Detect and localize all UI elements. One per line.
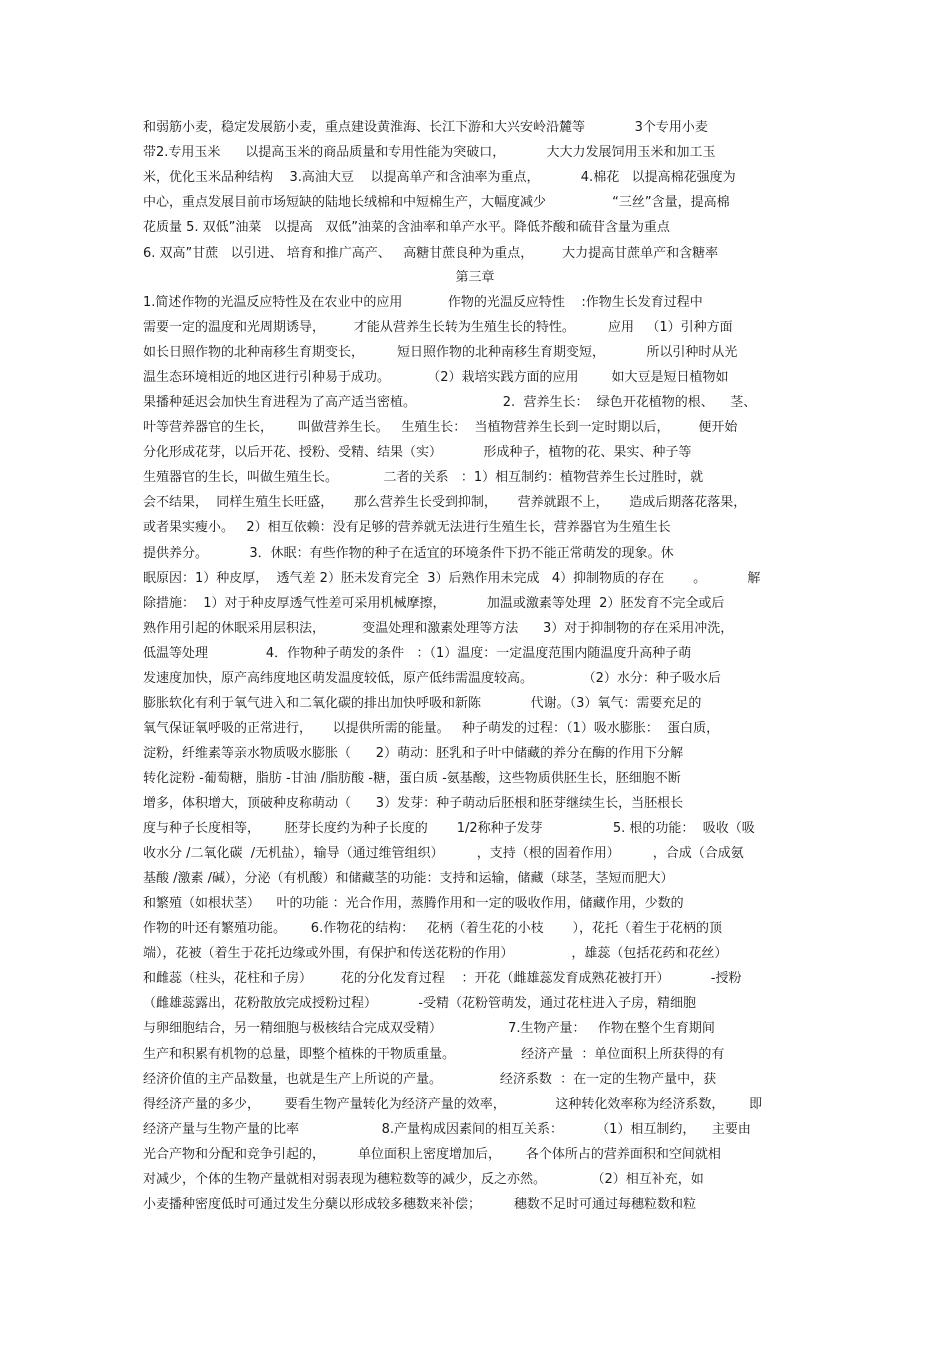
text-line: 如长日照作物的北种南移生育期变长， 短日照作物的北种南移生育期变短， 所以引种时从光: [143, 345, 738, 360]
text-line: 淀粉，纤维素等亲水物质吸水膨胀（ 2）萌动：胚乳和子叶中储藏的养分在酶的作用下分解: [143, 746, 684, 761]
text-line: 除措施： 1）对于种皮厚透气性差可采用机械摩擦， 加温或激素等处理 2）胚发育不完全或后: [143, 596, 725, 611]
text-line: 会不结果， 同样生殖生长旺盛， 那么营养生长受到抑制， 营养就跟不上， 造成后期落花落果，: [143, 495, 747, 510]
text-line: 温生态环境相近的地区进行引种易于成功。 （2）栽培实践方面的应用 如大豆是短日植物如: [143, 370, 729, 385]
text-line: 熟作用引起的休眠采用层积法， 变温处理和激素处理等方法 3）对于抑制物的存在采用冲洗，: [143, 621, 734, 636]
text-line: 米，优化玉米品种结构 3.高油大豆 以提高单产和含油率为重点， 4.棉花 以提高棉花强度为: [143, 170, 736, 185]
text-line: 生产和积累有机物的总量，即整个植株的干物质重量。 经济产量 ：单位面积上所获得的有: [143, 1047, 725, 1062]
text-line: 基酸 /激素 /碱），分泌（有机酸）和储藏茎的功能：支持和运输，储藏（球茎，茎短而肥大）: [143, 871, 674, 886]
text-line: 叶等营养器官的生长， 叫做营养生长。 生殖生长： 当植物营养生长到一定时期以后， 便开始: [143, 420, 738, 435]
text-line: 需要一定的温度和光周期诱导， 才能从营养生长转为生殖生长的特性。 应用 （1）引种方面: [143, 320, 733, 335]
text-line: 与卵细胞结合，另一精细胞与极核结合完成双受精） 7.生物产量： 作物在整个生育期间: [143, 1021, 715, 1036]
text-line: 带2.专用玉米 以提高玉米的商品质量和专用性能为突破口， 大大力发展饲用玉米和加工玉: [143, 145, 716, 160]
text-line: 提供养分。 3．休眠：有些作物的种子在适宜的环境条件下扔不能正常萌发的现象。休: [143, 546, 674, 561]
text-line: 小麦播种密度低时可通过发生分蘖以形成较多穗数来补偿； 穗数不足时可通过每穗粒数和粒: [143, 1197, 697, 1212]
text-line: 分化形成花芽，以后开花、授粉、受精、结果（实） 形成种子，植物的花、果实、种子等: [143, 445, 692, 460]
text-line: 对减少，个体的生物产量就相对弱表现为穗粒数等的减少，反之亦然。 （2）相互补充，如: [143, 1172, 704, 1187]
text-line: 和繁殖（如根状茎） 叶的功能 ：光合作用，蒸腾作用和一定的吸收作用，储藏作用，少数的: [143, 896, 684, 911]
text-line: 和弱筋小麦，稳定发展筋小麦，重点建设黄淮海、长江下游和大兴安岭沿麓等 3个专用小麦: [143, 120, 708, 135]
text-line: 经济产量与生物产量的比率 8.产量构成因素间的相互关系： （1）相互制约， 主要由: [143, 1122, 751, 1137]
text-line: 低温等处理 4．作物种子萌发的条件 ：（1）温度：一定温度范围内随温度升高种子萌: [143, 646, 692, 661]
text-line: 光合产物和分配和竞争引起的， 单位面积上密度增加后， 各个体所占的营养面积和空间就相: [143, 1147, 721, 1162]
text-line: 收水分 /二氧化碳 /无机盐），输导（通过维管组织） ，支持（根的固着作用） ，合成（合成氨: [143, 846, 744, 861]
text-line: 和雌蕊（柱头，花柱和子房） 花的分化发育过程 ：开花（雌雄蕊发育成熟花被打开） -授粉: [143, 971, 742, 986]
text-line: 花质量 5. 双低”油菜 以提高 双低”油菜的含油率和单产水平。降低芥酸和硫苷含量为重点: [143, 220, 670, 235]
text-line: 端），花被（着生于花托边缘或外围，有保护和传送花粉的作用） ，雄蕊（包括花药和花丝）: [143, 946, 728, 961]
text-line: 转化淀粉 -葡萄糖，脂肪 -甘油 /脂肪酸 -糖，蛋白质 -氨基酸，这些物质供胚生长，胚细胞不断: [143, 771, 681, 786]
text-line: 膨胀软化有利于氧气进入和二氧化碳的排出加快呼吸和新陈 代谢。（3）氧气：需要充足的: [143, 696, 702, 711]
text-line: （雌雄蕊露出，花粉散放完成授粉过程） -受精（花粉管萌发，通过花柱进入子房，精细胞: [143, 996, 697, 1011]
text-line: 1.简述作物的光温反应特性及在农业中的应用 作物的光温反应特性 :作物生长发育过程中: [143, 295, 703, 310]
text-line: 6. 双高”甘蔗 以引进、 培育和推广高产、 高糖甘蔗良种为重点， 大力提高甘蔗单产和含糖率: [143, 246, 719, 261]
text-line: 作物的叶还有繁殖功能。 6.作物花的结构： 花柄（着生花的小枝 ），花托（着生于花柄的顶: [143, 921, 723, 936]
text-line: 生殖器官的生长，叫做生殖生长。 二者的关系 ：1）相互制约：植物营养生长过胜时，就: [143, 470, 704, 485]
text-line: 度与种子长度相等， 胚芽长度约为种子长度的 1/2称种子发芽 5. 根的功能： 吸收（吸: [143, 821, 755, 836]
chapter-heading: 第三章: [455, 270, 495, 285]
text-line: 或者果实瘦小。 2）相互依赖：没有足够的营养就无法进行生殖生长，营养器官为生殖生长: [143, 520, 671, 535]
text-line: 眠原因：1）种皮厚， 透气差 2）胚未发育完全 3）后熟作用未完成 4）抑制物质的存在 。 解: [143, 571, 761, 586]
text-line: 增多，体积增大，顶破种皮称萌动（ 3）发芽：种子萌动后胚根和胚芽继续生长，当胚根长: [143, 796, 684, 811]
text-line: 经济价值的主产品数量，也就是生产上所说的产量。 经济系数 ：在一定的生物产量中，获: [143, 1072, 717, 1087]
text-line: 中心，重点发展目前市场短缺的陆地长绒棉和中短棉生产，大幅度减少 “三丝”含量，提高棉: [143, 195, 730, 210]
text-line: 得经济产量的多少， 要看生物产量转化为经济产量的效率， 这种转化效率称为经济系数， 即: [143, 1097, 763, 1112]
text-line: 发速度加快，原产高纬度地区萌发温度较低，原产低纬需温度较高。 （2）水分：种子吸水后: [143, 671, 721, 686]
text-line: 氧气保证氧呼吸的正常进行， 以提供所需的能量。 种子萌发的过程：（1）吸水膨胀： 蛋白质，: [143, 721, 720, 736]
text-line: 果播种延迟会加快生育进程为了高产适当密植。 2. 营养生长： 绿色开花植物的根、 茎、: [143, 395, 757, 410]
